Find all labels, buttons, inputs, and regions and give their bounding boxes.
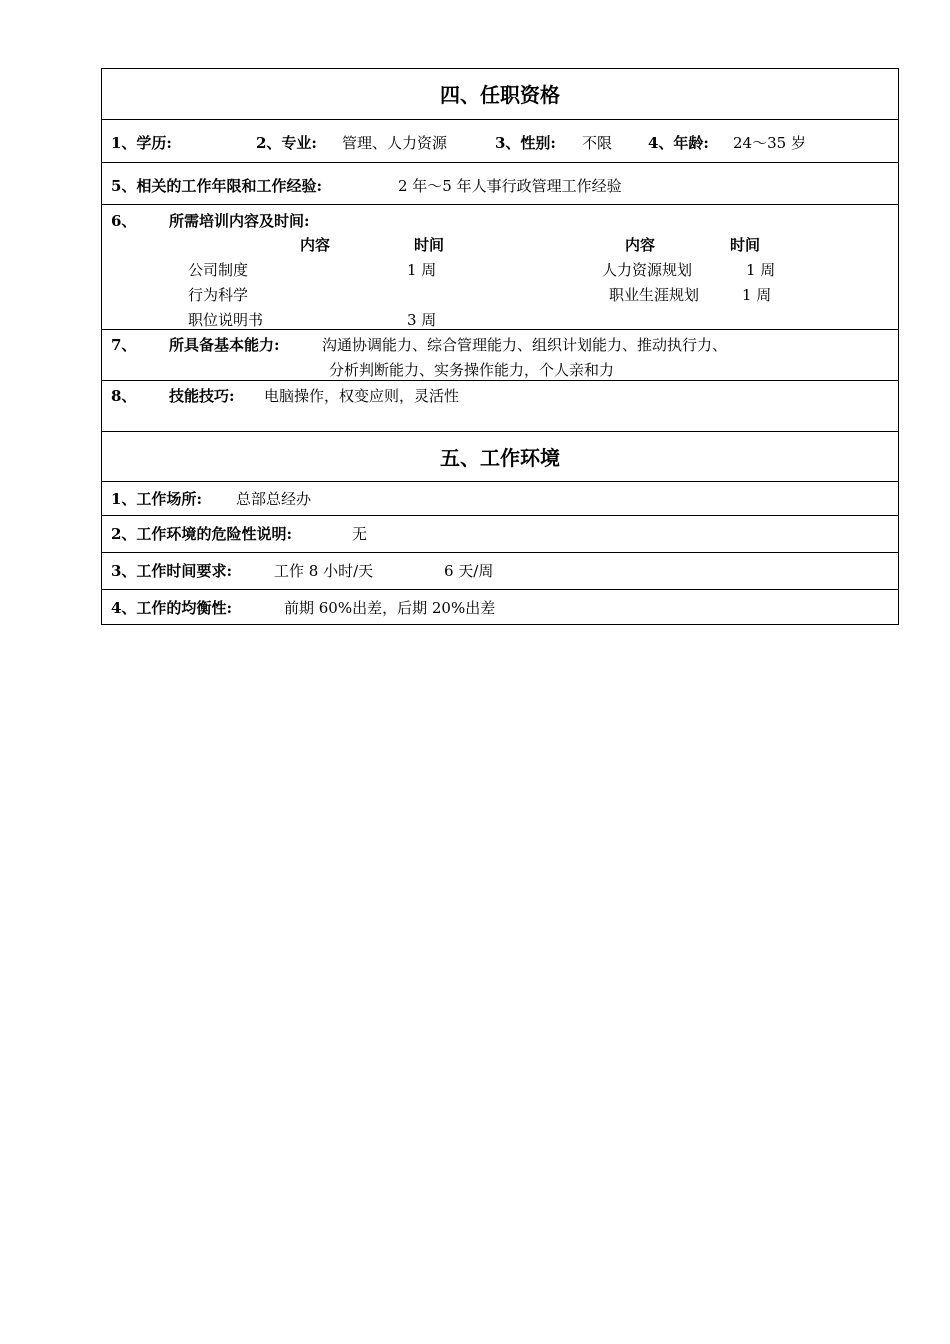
education-label: 1、学历: — [111, 134, 172, 152]
training-item-content: 公司制度 — [188, 261, 249, 279]
training-item-content: 职位说明书 — [188, 311, 264, 329]
training-item-content: 行为科学 — [188, 286, 249, 304]
work-days-value: 6 天/周 — [444, 562, 494, 580]
row-divider — [102, 380, 898, 381]
job-qualification-table — [101, 68, 899, 625]
workplace-value: 总部总经办 — [236, 490, 312, 508]
experience-label: 5、相关的工作年限和工作经验: — [111, 177, 322, 195]
major-value: 管理、人力资源 — [342, 134, 448, 152]
travel-balance-label: 4、工作的均衡性: — [111, 599, 232, 617]
ability-label: 所具备基本能力: — [169, 336, 280, 354]
row-divider — [102, 119, 898, 120]
row-divider — [102, 515, 898, 516]
training-col-time: 时间 — [730, 236, 761, 254]
age-label: 4、年龄: — [648, 134, 709, 152]
training-item-content: 人力资源规划 — [602, 261, 693, 279]
training-number: 6、 — [111, 212, 137, 230]
training-label: 所需培训内容及时间: — [169, 212, 310, 230]
age-value: 24～35 岁 — [733, 134, 806, 152]
skills-number: 8、 — [111, 387, 137, 405]
training-col-time: 时间 — [414, 236, 445, 254]
major-label: 2、专业: — [256, 134, 317, 152]
training-item-time: 1 周 — [407, 261, 437, 279]
travel-balance-value: 前期 60%出差，后期 20%出差 — [284, 599, 496, 617]
ability-number: 7、 — [111, 336, 137, 354]
training-col-content: 内容 — [300, 236, 331, 254]
skills-label: 技能技巧: — [169, 387, 235, 405]
gender-label: 3、性别: — [495, 134, 556, 152]
section-4-title: 四、任职资格 — [440, 83, 560, 107]
row-divider — [102, 204, 898, 205]
gender-value: 不限 — [582, 134, 613, 152]
training-item-time: 3 周 — [407, 311, 437, 329]
training-item-time: 1 周 — [746, 261, 776, 279]
row-divider — [102, 431, 898, 432]
row-divider — [102, 162, 898, 163]
ability-value-line1: 沟通协调能力、综合管理能力、组织计划能力、推动执行力、 — [322, 336, 728, 354]
experience-value: 2 年～5 年人事行政管理工作经验 — [398, 177, 622, 195]
skills-value: 电脑操作，权变应则，灵活性 — [264, 387, 460, 405]
row-divider — [102, 589, 898, 590]
work-hours-value: 工作 8 小时/天 — [274, 562, 374, 580]
hazard-label: 2、工作环境的危险性说明: — [111, 525, 292, 543]
section-5-title: 五、工作环境 — [440, 446, 560, 470]
training-item-content: 职业生涯规划 — [609, 286, 700, 304]
row-divider — [102, 552, 898, 553]
ability-value-line2: 分析判断能力、实务操作能力，个人亲和力 — [329, 361, 615, 379]
work-hours-label: 3、工作时间要求: — [111, 562, 232, 580]
workplace-label: 1、工作场所: — [111, 490, 202, 508]
row-divider — [102, 481, 898, 482]
training-item-time: 1 周 — [742, 286, 772, 304]
training-col-content: 内容 — [625, 236, 656, 254]
row-divider — [102, 329, 898, 330]
hazard-value: 无 — [352, 525, 368, 543]
